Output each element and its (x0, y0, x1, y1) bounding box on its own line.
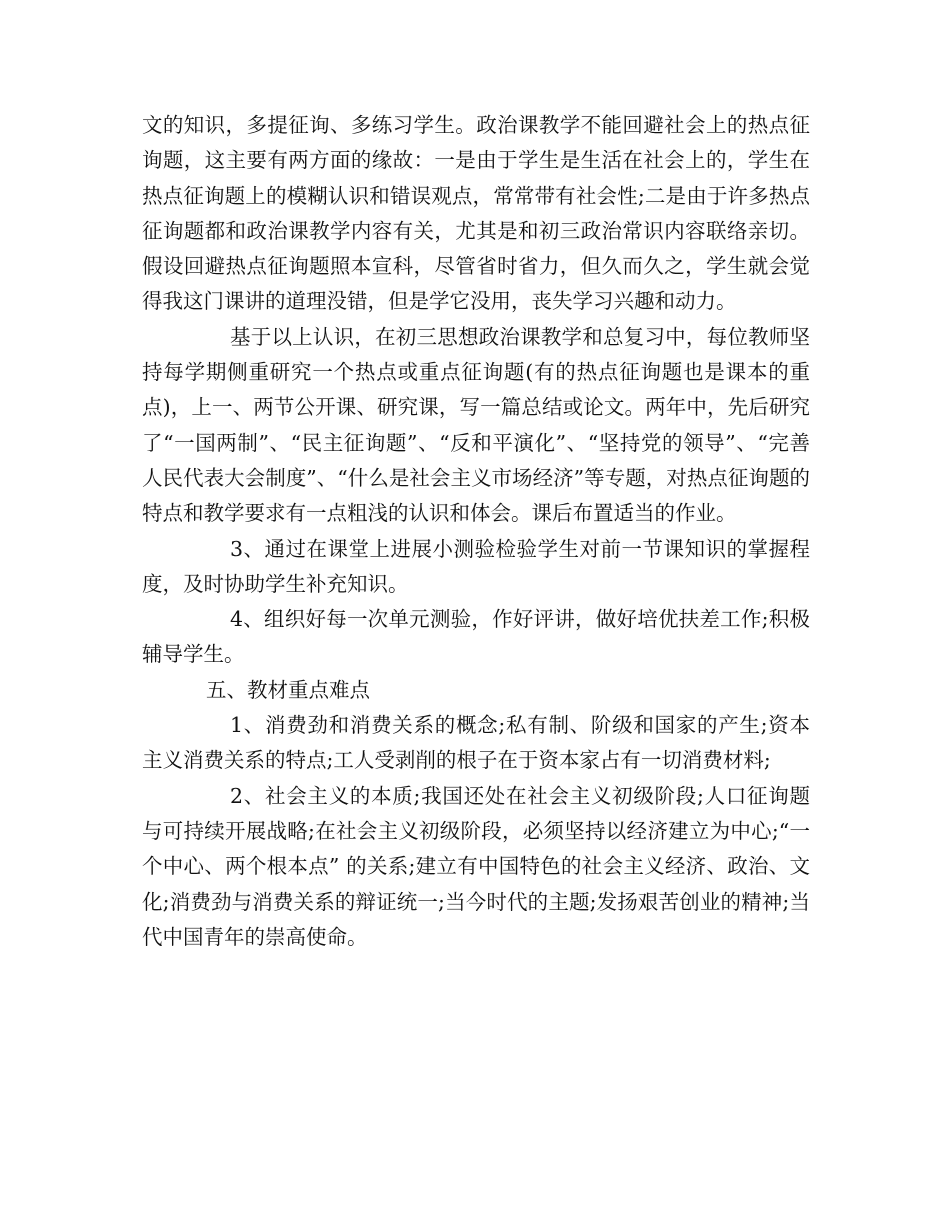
paragraph-2: 基于以上认识，在初三思想政治课教学和总复习中，每位教师坚持每学期侧重研究一个热点或重点征询题(有的热点征询题也是课本的重点)，上一、两节公开课、研究课，写一篇总结或论文。两年中，先后研究了“一国两制”、“民主征询题”、“反和平演化”、“坚持党的领导”、“完善人民代表大会制度”、“什么是社会主义市场经济”等专题，对热点征询题的特点和教学要求有一点粗浅的认识和体会。课后布置适当的作业。 (142, 324, 810, 526)
paragraph-6: 1、消费劲和消费关系的概念;私有制、阶级和国家的产生;资本主义消费关系的特点;工人受剥削的根子在于资本家占有一切消费材料; (142, 713, 810, 773)
document-page (142, 108, 810, 955)
paragraph-4: 4、组织好每一次单元测验，作好评讲，做好培优扶差工作;积极辅导学生。 (142, 607, 810, 667)
paragraph-7: 2、社会主义的本质;我国还处在社会主义初级阶段;人口征询题与可持续开展战略;在社会主义初级阶段，必须坚持以经济建立为中心;“一个中心、两个根本点” 的关系;建立有中国特色的社会主义经济、政治、文化;消费劲与消费关系的辩证统一;当今时代的主题;发扬艰苦创业的精神;当代中国青年的崇高使命。 (142, 783, 810, 949)
section-heading: 五、教材重点难点 (206, 677, 370, 702)
paragraph-1: 文的知识，多提征询、多练习学生。政治课教学不能回避社会上的热点征询题，这主要有两方面的缘故：一是由于学生是生活在社会上的，学生在热点征询题上的模糊认识和错误观点，常常带有社会性;二是由于许多热点征询题都和政治课教学内容有关，尤其是和初三政治常识内容联络亲切。假设回避热点征询题照本宣科，尽管省时省力，但久而久之，学生就会觉得我这门课讲的道理没错，但是学它没用，丧失学习兴趣和动力。 (142, 113, 810, 314)
paragraph-3: 3、通过在课堂上进展小测验检验学生对前一节课知识的掌握程度，及时协助学生补充知识。 (142, 536, 810, 596)
